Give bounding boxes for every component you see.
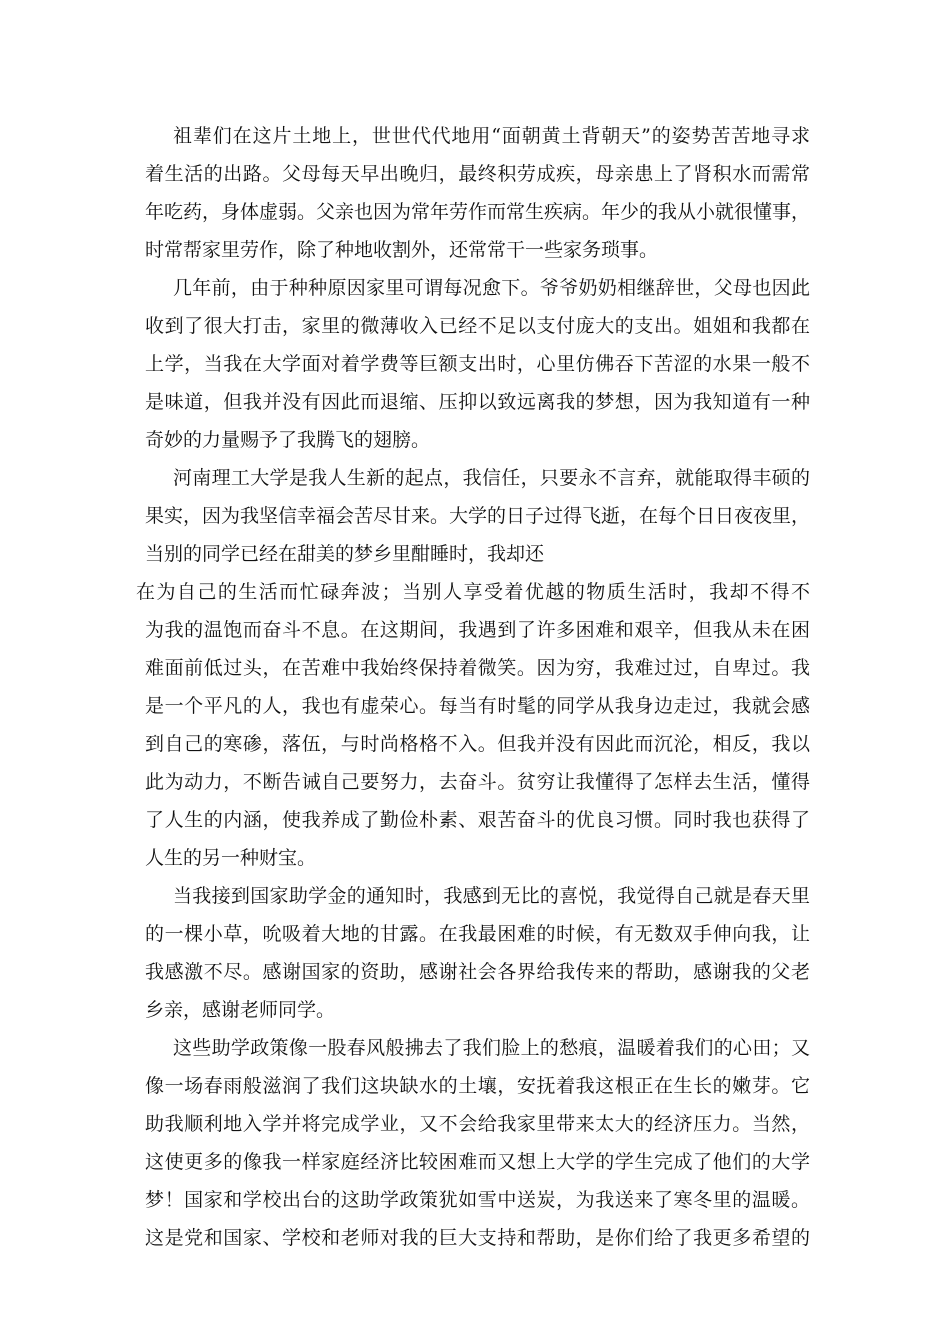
text-line: 了人生的内涵，使我养成了勤俭朴素、艰苦奋斗的优良习惯。同时我也获得了: [145, 809, 810, 831]
text-line: 像一场春雨般滋润了我们这块缺水的土壤，安抚着我这根正在生长的嫩芽。它: [145, 1075, 810, 1097]
text-line: 年吃药，身体虚弱。父亲也因为常年劳作而常生疾病。年少的我从小就很懂事，: [145, 201, 810, 223]
paragraph-struggle: [136, 573, 810, 877]
text-line: 难面前低过头，在苦难中我始终保持着微笑。因为穷，我难过过，自卑过。我: [145, 657, 810, 679]
text-line: 当我接到国家助学金的通知时，我感到无比的喜悦，我觉得自己就是春天里: [173, 885, 810, 907]
text-line: 为我的温饱而奋斗不息。在这期间，我遇到了许多困难和艰辛，但我从未在困: [145, 619, 810, 641]
text-line: 乡亲，感谢老师同学。: [145, 999, 336, 1021]
text-line: 梦！国家和学校出台的这助学政策犹如雪中送炭，为我送来了寒冬里的温暖。: [145, 1189, 810, 1211]
text-line: 祖辈们在这片土地上，世世代代地用“面朝黄土背朝天”的姿势苦苦地寻求: [173, 125, 810, 147]
text-line: 河南理工大学是我人生新的起点，我信任，只要永不言弃，就能取得丰硕的: [173, 467, 810, 489]
text-line: 上学，当我在大学面对着学费等巨额支出时，心里仿佛吞下苦涩的水果一般不: [145, 353, 810, 375]
paragraph-grant-notice: [145, 877, 810, 1029]
text-line: 时常帮家里劳作，除了种地收割外，还常常干一些家务琐事。: [145, 239, 659, 261]
text-line: 人生的另一种财宝。: [145, 847, 317, 869]
text-line: 是味道，但我并没有因此而退缩、压抑以致远离我的梦想，因为我知道有一种: [145, 391, 810, 413]
paragraph-university: [145, 459, 810, 573]
text-line: 的一棵小草，吮吸着大地的甘露。在我最困难的时候，有无数双手伸向我，让: [145, 923, 810, 945]
paragraph-policy: [145, 1029, 810, 1257]
text-line: 着生活的出路。父母每天早出晚归，最终积劳成疾，母亲患上了肾积水而需常: [145, 163, 810, 185]
text-line: 此为动力，不断告诫自己要努力，去奋斗。贫穷让我懂得了怎样去生活，懂得: [145, 771, 810, 793]
text-line: 收到了很大打击，家里的微薄收入已经不足以支付庞大的支出。姐姐和我都在: [145, 315, 810, 337]
text-line: 助我顺利地入学并将完成学业，又不会给我家里带来太大的经济压力。当然，: [145, 1113, 810, 1135]
text-line: 这是党和国家、学校和老师对我的巨大支持和帮助，是你们给了我更多希望的: [145, 1227, 810, 1249]
text-line: 到自己的寒碜，落伍，与时尚格格不入。但我并没有因此而沉沦，相反，我以: [145, 733, 810, 755]
document-body: [136, 117, 810, 1257]
paragraph-ancestors: [145, 117, 810, 269]
text-line: 几年前，由于种种原因家里可谓每况愈下。爷爷奶奶相继辞世，父母也因此: [173, 277, 810, 299]
text-line: 奇妙的力量赐予了我腾飞的翅膀。: [145, 429, 431, 451]
text-line: 在为自己的生活而忙碌奔波；当别人享受着优越的物质生活时，我却不得不: [136, 581, 810, 603]
text-line: 果实，因为我坚信幸福会苦尽甘来。大学的日子过得飞逝，在每个日日夜夜里，: [145, 505, 810, 527]
text-line: 这些助学政策像一股春风般拂去了我们脸上的愁痕，温暖着我们的心田；又: [173, 1037, 810, 1059]
text-line: 我感激不尽。感谢国家的资助，感谢社会各界给我传来的帮助，感谢我的父老: [145, 961, 810, 983]
paragraph-family-hardship: [145, 269, 810, 459]
text-line: 当别的同学已经在甜美的梦乡里酣睡时，我却还: [145, 543, 545, 565]
text-line: 是一个平凡的人，我也有虚荣心。每当有时髦的同学从我身边走过，我就会感: [145, 695, 810, 717]
text-line: 这使更多的像我一样家庭经济比较困难而又想上大学的学生完成了他们的大学: [145, 1151, 810, 1173]
